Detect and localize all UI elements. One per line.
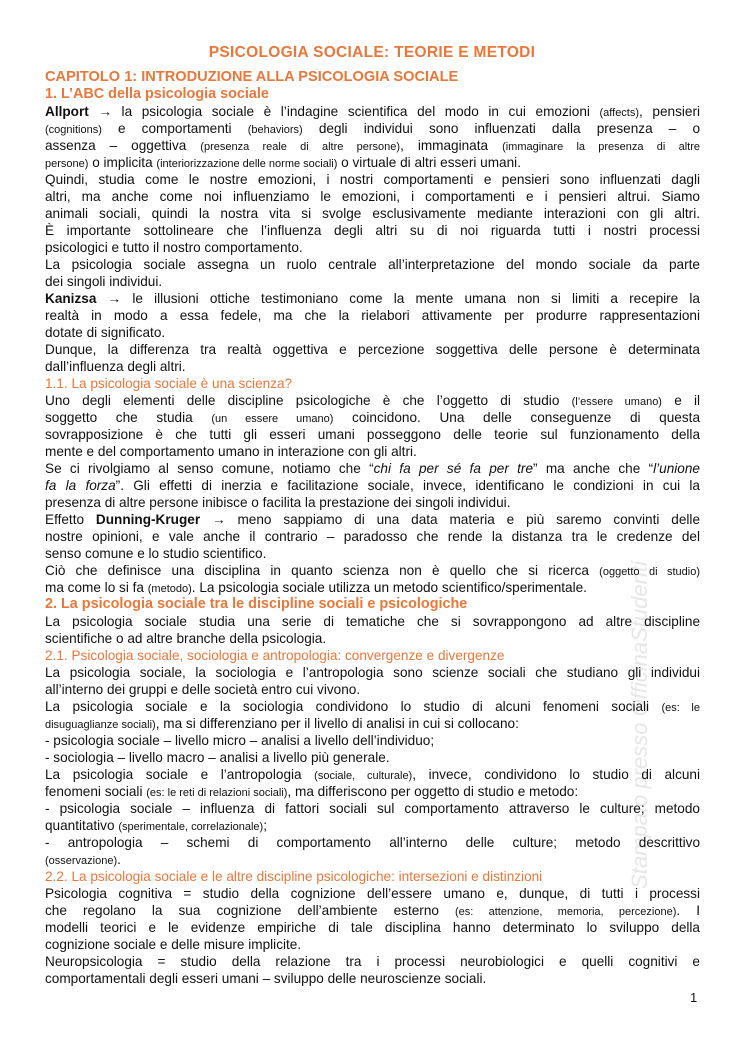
text-run: scientifiche o ad altre branche della psicologia. xyxy=(45,631,327,646)
text-run: degli individui sono influenzati dalla presenza – o xyxy=(302,121,700,136)
text-run: - sociologia – livello macro – analisi a livello più generale. xyxy=(45,750,390,765)
small-note: (sperimentale, correlazionale) xyxy=(118,821,264,833)
text-run: animali sociali, quindi la nostra vita si svolge esclusivamente mediante interazioni con gli altri. xyxy=(45,206,700,221)
text-line xyxy=(45,817,700,834)
text-run: fenomeni sociali xyxy=(45,784,147,799)
text-line xyxy=(45,732,700,749)
text-run: senso comune e lo studio scientifico. xyxy=(45,546,267,561)
text-run: coincidono. Una delle conseguenze di questa xyxy=(333,410,700,425)
text-line xyxy=(45,766,700,783)
text-line xyxy=(45,477,700,494)
text-line xyxy=(45,970,700,987)
small-note: (cognitions) xyxy=(45,124,102,136)
text-run: La psicologia sociale e l’antropologia xyxy=(45,767,315,782)
text-run: La psicologia sociale e la sociologia condividono lo studio di alcuni fenomeni sociali xyxy=(45,699,662,714)
text-run: Dunque, la differenza tra realtà oggettiva e percezione soggettiva delle persone è determinata xyxy=(45,342,700,357)
text-run: 2.1. Psicologia sociale, sociologia e antropologia: convergenze e divergenze xyxy=(45,648,505,663)
text-line xyxy=(45,154,700,171)
section-heading xyxy=(45,596,700,613)
text-line xyxy=(45,137,700,154)
text-run: comportamentali degli esseri umani – sviluppo delle neuroscienze sociali. xyxy=(45,971,487,986)
text-line xyxy=(45,902,700,919)
text-line xyxy=(45,664,700,681)
text-line xyxy=(45,715,700,732)
text-run: , ma si differenziano per il livello di analisi in cui si collocano: xyxy=(155,716,519,731)
text-line xyxy=(45,239,700,256)
text-run: psicologici e tutto il nostro comportamento. xyxy=(45,240,303,255)
italic-quote: chi fa per sé fa per tre xyxy=(373,461,534,476)
text-line xyxy=(45,528,700,545)
text-run: 2. La psicologia sociale tra le discipline sociali e psicologiche xyxy=(45,596,468,612)
text-run: altri, ma anche come noi influenziamo le emozioni, i comportamenti e i pensieri altrui. Siamo xyxy=(45,189,700,204)
italic-quote: fa la forza xyxy=(45,478,116,493)
text-line xyxy=(45,409,700,426)
text-run: sovrapposizione è che tutti gli esseri umani posseggono delle teorie sul funzionamento della xyxy=(45,427,700,442)
text-line xyxy=(45,749,700,766)
text-line xyxy=(45,953,700,970)
text-line xyxy=(45,460,700,477)
text-run: . I xyxy=(676,903,700,918)
subsection-heading xyxy=(45,647,700,664)
text-run: La psicologia sociale studia una serie di tematiche che si sovrappongono ad altre discipline xyxy=(45,614,700,629)
text-run: Psicologia cognitiva = studio della cognizione dell’essere umano e, dunque, di tutti i processi xyxy=(45,886,700,901)
small-note: disuguaglianze sociali) xyxy=(45,719,156,731)
text-run: 1. L’ABC della psicologia sociale xyxy=(45,86,269,102)
text-run: La psicologia sociale assegna un ruolo centrale all’interpretazione del mondo sociale da parte xyxy=(45,257,700,272)
small-note: persone) xyxy=(45,158,89,170)
small-note: (interiorizzazione delle norme sociali) xyxy=(156,158,338,170)
text-run: che regolano la sua cognizione dell’ambiente esterno xyxy=(45,903,455,918)
text-line xyxy=(45,834,700,851)
text-line xyxy=(45,205,700,222)
text-run: → meno sappiamo di una data materia e più saremo convinti delle xyxy=(200,512,700,527)
small-note: (presenza reale di altre persone) xyxy=(200,141,401,153)
text-run: Effetto xyxy=(45,512,96,527)
text-run: mente e del comportamento umano in interazione con gli altri. xyxy=(45,444,417,459)
text-line xyxy=(45,613,700,630)
chapter-heading xyxy=(45,69,700,86)
small-note: (sociale, culturale) xyxy=(314,770,413,782)
text-line xyxy=(45,579,700,596)
text-line xyxy=(45,120,700,137)
text-run: , ma differiscono per oggetto di studio e metodo: xyxy=(287,784,579,799)
text-run: ” ma anche che “ xyxy=(533,461,654,476)
text-run: cognizione sociale e delle misure implicite. xyxy=(45,937,302,952)
text-run: nostre opinioni, e vale anche il contrario – paradosso che rende la distanza tra le credenze del xyxy=(45,529,700,544)
small-note: (metodo) xyxy=(147,583,192,595)
text-line xyxy=(45,630,700,647)
text-run: quantitativo xyxy=(45,818,119,833)
text-run: ; xyxy=(263,818,267,833)
text-run: o virtuale di altri esseri umani. xyxy=(337,155,521,170)
watermark: Stampato presso OfficinaStudenti xyxy=(627,561,652,889)
text-line xyxy=(45,494,700,511)
small-note: (un essere umano) xyxy=(211,413,334,425)
text-line xyxy=(45,222,700,239)
text-line xyxy=(45,256,700,273)
text-line xyxy=(45,324,700,341)
subsection-heading xyxy=(45,868,700,885)
text-run: Neuropsicologia = studio della relazione tra i processi neurobiologici e quelli cognitivi e xyxy=(45,954,700,969)
document-body xyxy=(45,69,700,987)
text-line xyxy=(45,545,700,562)
text-run: 2.2. La psicologia sociale e le altre discipline psicologiche: intersezioni e distinzioni xyxy=(45,869,543,884)
text-line xyxy=(45,392,700,409)
text-line xyxy=(45,307,700,324)
small-note: (es: attenzione, memoria, percezione) xyxy=(454,906,677,918)
text-run: CAPITOLO 1: INTRODUZIONE ALLA PSICOLOGIA SOCIALE xyxy=(45,69,459,85)
bold-term: Dunning-Kruger xyxy=(95,512,201,527)
text-line xyxy=(45,443,700,460)
small-note: (affects) xyxy=(599,107,640,119)
text-line xyxy=(45,341,700,358)
text-run: ”. Gli effetti di inerzia e facilitazione sociale, invece, identificano le condizioni in cui la xyxy=(115,478,700,493)
section-heading xyxy=(45,86,700,103)
text-run: , invece, condividono lo studio di alcuni xyxy=(412,767,700,782)
text-line xyxy=(45,273,700,290)
text-line xyxy=(45,919,700,936)
text-run: realtà in modo a essa fedele, ma che la rielabori attivamente per produrre rappresentazioni xyxy=(45,308,700,323)
text-run: , pensieri xyxy=(639,104,700,119)
text-run: Se ci rivolgiamo al senso comune, notiamo che “ xyxy=(45,461,374,476)
text-line xyxy=(45,698,700,715)
text-run: assenza – oggettiva xyxy=(45,138,201,153)
text-run: soggetto che studia xyxy=(45,410,212,425)
small-note: (l’essere umano) xyxy=(571,396,662,408)
subsection-heading xyxy=(45,375,700,392)
text-run: 1.1. La psicologia sociale è una scienza? xyxy=(45,376,293,391)
text-run: all’interno dei gruppi e delle società entro cui vivono. xyxy=(45,682,361,697)
text-run: La psicologia sociale, la sociologia e l’antropologia sono scienze sociali che studiano gli individui xyxy=(45,665,700,680)
text-run: → la psicologia sociale è l’indagine scientifica del modo in cui emozioni xyxy=(88,104,600,119)
text-line xyxy=(45,103,700,120)
text-line xyxy=(45,936,700,953)
text-line xyxy=(45,783,700,800)
small-note: (es: le reti di relazioni sociali) xyxy=(146,787,288,799)
text-run: - antropologia – schemi di comportamento all’interno delle culture; metodo descrittivo xyxy=(45,835,700,850)
small-note: (osservazione) xyxy=(45,855,118,867)
text-run: o implicita xyxy=(88,155,157,170)
text-line xyxy=(45,562,700,579)
text-line xyxy=(45,681,700,698)
text-run: Ciò che definisce una disciplina in quanto scienza non è quello che si ricerca xyxy=(45,563,600,578)
text-run: → le illusioni ottiche testimoniano come la mente umana non si limiti a recepire la xyxy=(96,291,700,306)
text-run: dei singoli individui. xyxy=(45,274,163,289)
text-run: modelli teorici e le evidenze empiriche di tale disciplina hanno determinato lo sviluppo della xyxy=(45,920,700,935)
text-line xyxy=(45,885,700,902)
text-run: e comportamenti xyxy=(101,121,248,136)
text-line xyxy=(45,426,700,443)
text-run: dotate di significato. xyxy=(45,325,166,340)
text-run: ma come lo si fa xyxy=(45,580,148,595)
text-run: presenza di altre persone inibisce o facilita la prestazione dei singoli individui. xyxy=(45,495,511,510)
page-number: 1 xyxy=(690,990,698,1005)
text-line xyxy=(45,358,700,375)
text-run: - psicologia sociale – influenza di fattori sociali sul comportamento attraverso le culture; metodo xyxy=(45,801,700,816)
italic-quote: l’unione xyxy=(653,461,700,476)
text-line xyxy=(45,171,700,188)
small-note: (oggetto di studio) xyxy=(599,566,700,578)
document-title: PSICOLOGIA SOCIALE: TEORIE E METODI xyxy=(208,44,536,61)
small-note: (es: le xyxy=(661,702,700,714)
small-note: (behaviors) xyxy=(247,124,303,136)
text-line xyxy=(45,511,700,528)
bold-term: Kanizsa xyxy=(45,291,97,306)
text-run: È importante sottolineare che l’influenza degli altri su di noi riguarda tutti i nostri processi xyxy=(45,223,700,238)
text-line xyxy=(45,188,700,205)
text-run: . xyxy=(117,852,121,867)
text-run: , immaginata xyxy=(400,138,503,153)
text-line xyxy=(45,800,700,817)
text-line xyxy=(45,290,700,307)
text-run: dall’influenza degli altri. xyxy=(45,359,186,374)
text-run: - psicologia sociale – livello micro – analisi a livello dell’individuo; xyxy=(45,733,435,748)
text-run: . La psicologia sociale utilizza un metodo scientifico/sperimentale. xyxy=(191,580,587,595)
text-run: e il xyxy=(661,393,700,408)
text-run: Quindi, studia come le nostre emozioni, i nostri comportamenti e pensieri sono influenzati dagli xyxy=(45,172,700,187)
bold-term: Allport xyxy=(45,104,89,119)
text-line xyxy=(45,851,700,868)
small-note: (immaginare la presenza di altre xyxy=(502,141,700,153)
text-run: Uno degli elementi delle discipline psicologiche è che l’oggetto di studio xyxy=(45,393,572,408)
